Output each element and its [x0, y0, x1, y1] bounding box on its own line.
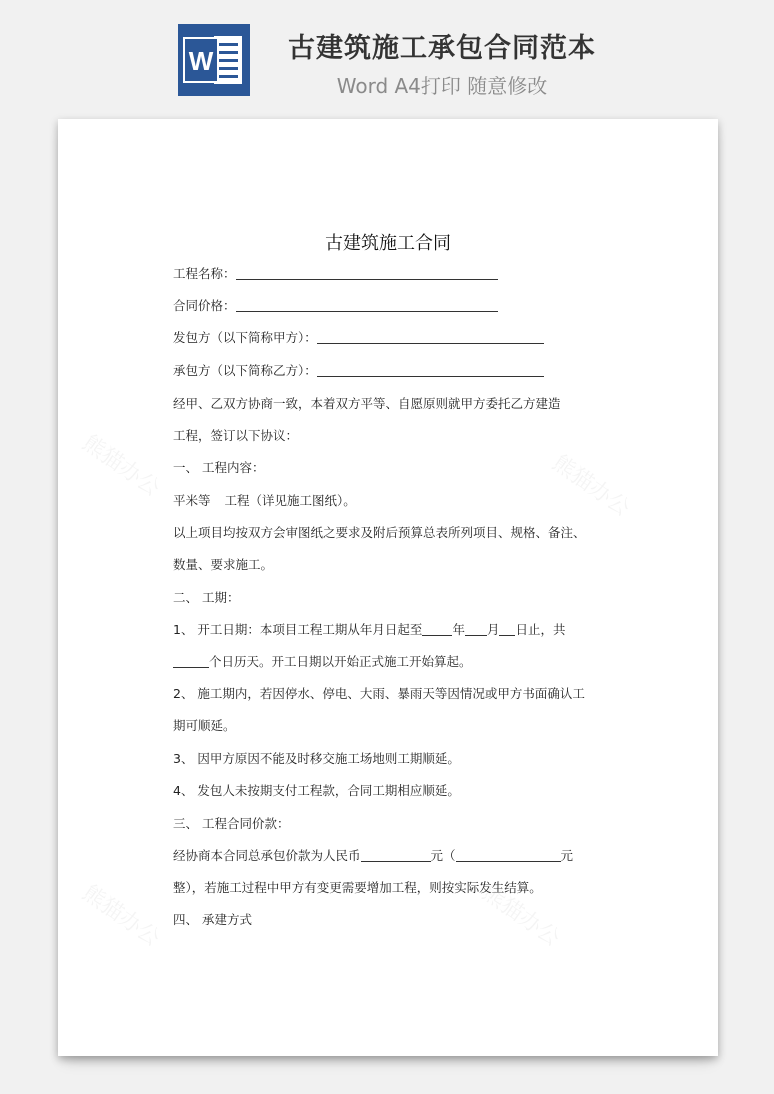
- section-2-item-1: [173, 622, 565, 638]
- banner-title: 古建筑施工承包合同范本: [288, 33, 596, 64]
- yuan-text: 元（: [430, 848, 456, 863]
- watermark-text: [547, 447, 637, 523]
- section-2-item-1-cont: [173, 654, 472, 670]
- banner-subtitle: Word A4打印 随意修改: [336, 74, 548, 98]
- section-2-item-2-cont: 期可顺延。: [173, 718, 236, 733]
- section-2-heading: 二、 工期：: [173, 590, 240, 605]
- section-3-line-1: [173, 848, 573, 864]
- document-page: [58, 119, 718, 1056]
- calendar-days-text: 个日历天。开工日期以开始正式施工开始算起。: [209, 654, 472, 669]
- section-1-line-2: 以上项目均按双方会审图纸之要求及附后预算总表所列项目、规格、备注、: [173, 525, 586, 540]
- party-b-blank[interactable]: [317, 363, 544, 377]
- document-title: 古建筑施工合同: [325, 233, 451, 254]
- section-1-heading: 一、 工程内容：: [173, 460, 265, 475]
- contract-price-blank[interactable]: [236, 298, 498, 312]
- yuan-close-text: 元: [560, 848, 574, 863]
- project-text: 工程（详见施工图纸）。: [224, 493, 356, 508]
- project-name-blank[interactable]: [236, 266, 498, 280]
- section-2-item-2: 2、 施工期内，若因停水、停电、大雨、暴雨天等因情况或甲方书面确认工: [173, 686, 585, 701]
- contract-price-label: 合同价格：: [173, 298, 236, 313]
- day-blank[interactable]: [499, 622, 515, 636]
- party-b-label: 承包方（以下简称乙方）：: [173, 363, 317, 378]
- project-name-label: 工程名称：: [173, 266, 236, 281]
- watermark-text: [77, 427, 167, 503]
- watermark-text: [77, 877, 167, 953]
- days-blank[interactable]: [173, 654, 209, 668]
- section-2-item-3: 3、 因甲方原因不能及时移交施工场地则工期顺延。: [173, 751, 460, 766]
- year-blank[interactable]: [422, 622, 452, 636]
- intro-line-1: 经甲、乙双方协商一致，本着双方平等、自愿原则就甲方委托乙方建造: [173, 396, 561, 411]
- section-3-heading: 三、 工程合同价款：: [173, 816, 290, 831]
- day-text: 日止，共: [515, 622, 566, 637]
- word-icon-letter: W: [188, 46, 214, 76]
- section-2-item-4: 4、 发包人未按期支付工程款，合同工期相应顺延。: [173, 783, 460, 798]
- party-a-blank[interactable]: [317, 330, 544, 344]
- party-a-label: 发包方（以下简称甲方）：: [173, 330, 317, 345]
- word-document-icon: [178, 24, 250, 96]
- banner-header: [0, 0, 774, 120]
- month-text: 月: [486, 622, 500, 637]
- section-1-line-1: [173, 493, 356, 509]
- party-b-line: [173, 363, 544, 379]
- contract-price-line: [173, 298, 498, 314]
- project-name-line: [173, 266, 498, 282]
- section-1-line-3: 数量、要求施工。: [173, 557, 274, 572]
- intro-line-2: 工程，签订以下协议：: [173, 428, 299, 443]
- month-blank[interactable]: [465, 622, 487, 636]
- price-number-blank[interactable]: [361, 848, 431, 862]
- section-4-heading: 四、 承建方式: [173, 912, 252, 927]
- section-3-line-2: 整），若施工过程中甲方有变更需要增加工程，则按实际发生结算。: [173, 880, 542, 895]
- start-date-text: 1、 开工日期：本项目工程工期从年月日起至: [173, 622, 423, 637]
- area-text: 平米等: [173, 493, 211, 508]
- price-words-blank[interactable]: [456, 848, 561, 862]
- year-text: 年: [452, 622, 465, 637]
- price-text: 经协商本合同总承包价款为人民币: [173, 848, 361, 863]
- party-a-line: [173, 330, 544, 346]
